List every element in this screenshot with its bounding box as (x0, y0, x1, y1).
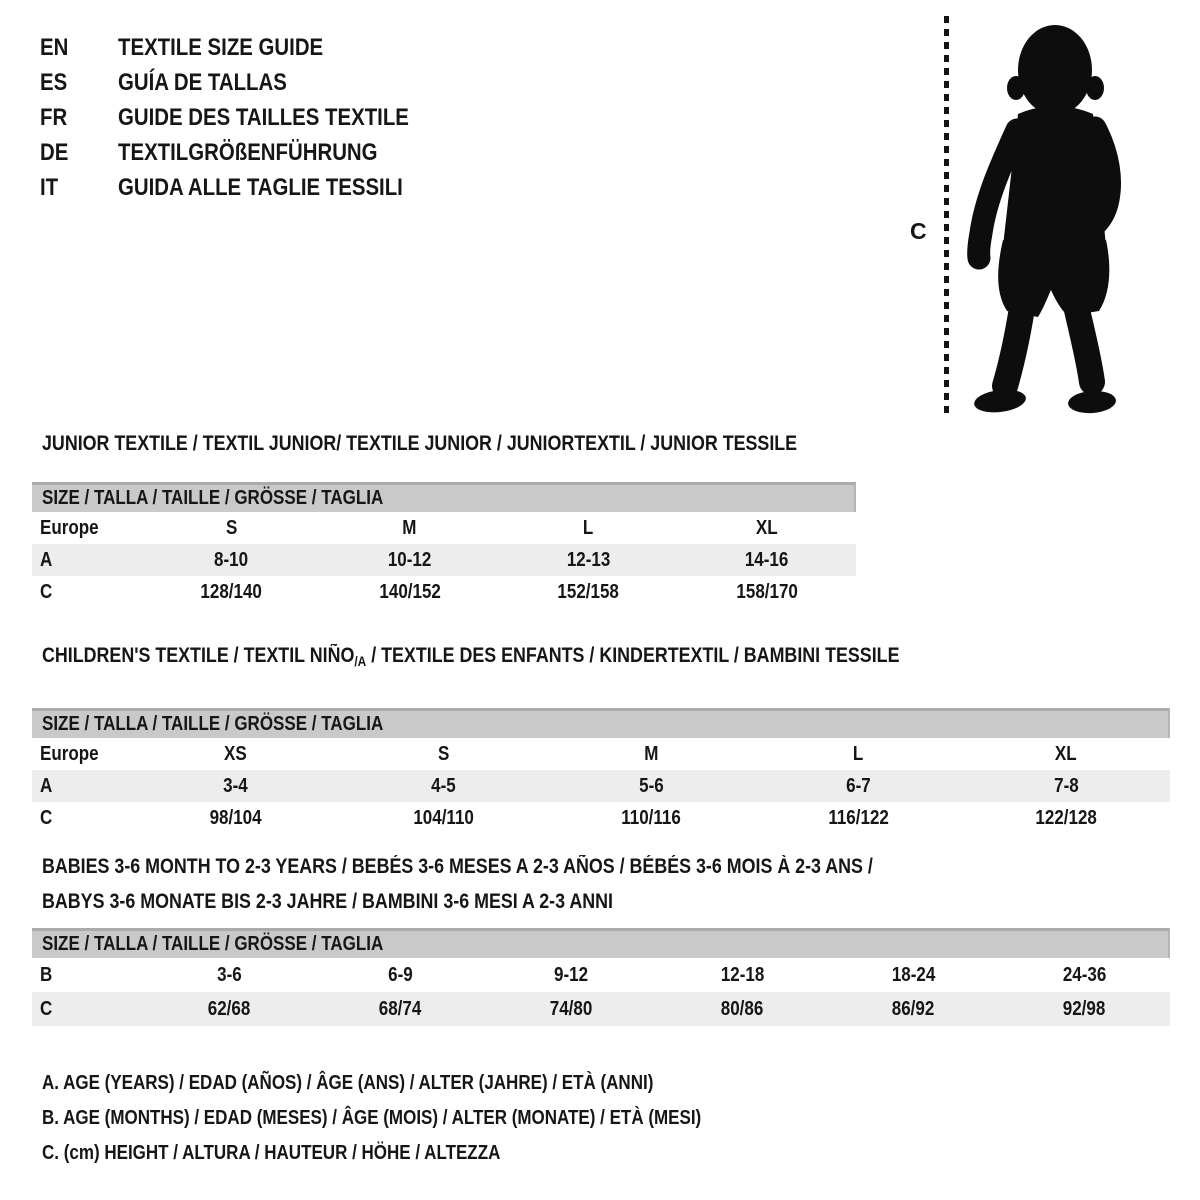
language-title: GUIDA ALLE TAGLIE TESSILI (118, 174, 403, 201)
language-row-it (40, 170, 460, 205)
value-cell: 128/140 (200, 580, 262, 603)
size-bar-label: SIZE / TALLA / TAILLE / GRÖSSE / TAGLIA (42, 487, 384, 509)
value-cell: 110/116 (621, 806, 681, 829)
height-measure-label: C (910, 218, 927, 244)
language-row-de (40, 135, 460, 170)
value-cell: 3-6 (217, 963, 242, 986)
value-cell: 6-7 (846, 774, 871, 797)
language-code: DE (40, 139, 69, 166)
size-cell: M (402, 516, 417, 539)
value-cell: 92/98 (1063, 997, 1106, 1020)
babies-size-table (32, 928, 1170, 1026)
children-section-title (42, 643, 1051, 670)
value-cell: 98/104 (209, 806, 262, 829)
size-bar-label: SIZE / TALLA / TAILLE / GRÖSSE / TAGLIA (42, 713, 384, 735)
size-cell: XL (755, 516, 778, 539)
value-cell: 158/170 (736, 580, 798, 603)
language-title: TEXTILE SIZE GUIDE (118, 34, 324, 61)
children-size-bar (32, 708, 1170, 738)
value-cell: 80/86 (721, 997, 764, 1020)
size-cell: S (225, 516, 237, 539)
row-label: C (40, 806, 53, 829)
language-code: FR (40, 104, 68, 131)
value-cell: 12-18 (720, 963, 765, 986)
value-cell: 10-12 (388, 548, 432, 571)
table-row (32, 958, 1170, 992)
language-code: IT (40, 174, 59, 201)
children-title-prefix: CHILDREN'S TEXTILE / TEXTIL NIÑO (42, 644, 355, 667)
language-title: GUIDE DES TAILLES TEXTILE (118, 104, 409, 131)
value-cell: 5-6 (638, 774, 664, 797)
legend-line-b: B. AGE (MONTHS) / EDAD (MESES) / ÂGE (MOIS) / ALTER (MONATE) / ETÀ (MESI) (42, 1107, 702, 1129)
value-cell: 116/122 (828, 806, 889, 829)
language-row-fr (40, 100, 460, 135)
children-title-sub: /A (354, 653, 367, 669)
row-label: C (40, 580, 53, 603)
value-cell: 104/110 (413, 806, 474, 829)
language-code: ES (40, 69, 68, 96)
table-row (32, 544, 856, 576)
table-row (32, 576, 856, 608)
table-row (32, 512, 856, 544)
value-cell: 7-8 (1053, 774, 1079, 797)
language-title: GUÍA DE TALLAS (118, 69, 287, 96)
language-title: TEXTILGRÖßENFÜHRUNG (118, 139, 378, 166)
toddler-silhouette-icon (958, 18, 1148, 418)
table-row (32, 992, 1170, 1026)
legend-line-a: A. AGE (YEARS) / EDAD (AÑOS) / ÂGE (ANS) / ALTER (JAHRE) / ETÀ (ANNI) (42, 1072, 654, 1094)
value-cell: 6-9 (388, 963, 413, 986)
size-cell: L (583, 516, 594, 539)
row-label: Europe (40, 742, 99, 765)
babies-size-bar (32, 928, 1170, 958)
value-cell: 74/80 (550, 997, 593, 1020)
value-cell: 4-5 (431, 774, 456, 797)
row-label: C (40, 997, 53, 1020)
size-cell: XL (1055, 742, 1078, 765)
junior-size-table (32, 482, 856, 608)
table-row (32, 802, 1170, 834)
language-title-list (40, 30, 460, 205)
row-label: B (40, 963, 53, 986)
language-code: EN (40, 34, 69, 61)
row-label: Europe (40, 516, 99, 539)
junior-section-title (42, 431, 930, 457)
value-cell: 3-4 (223, 774, 249, 797)
size-cell: S (437, 742, 450, 765)
size-cell: L (853, 742, 864, 765)
junior-section-title-text: JUNIOR TEXTILE / TEXTIL JUNIOR/ TEXTILE JUNIOR / JUNIORTEXTIL / JUNIOR TESSILE (42, 432, 798, 455)
size-cell: XS (224, 742, 248, 765)
children-title-suffix: / TEXTILE DES ENFANTS / KINDERTEXTIL / BAMBINI TESSILE (366, 644, 900, 667)
row-label: A (40, 774, 53, 797)
value-cell: 14-16 (745, 548, 789, 571)
value-cell: 122/128 (1035, 806, 1097, 829)
junior-size-bar (32, 482, 856, 512)
legend-line-c: C. (cm) HEIGHT / ALTURA / HAUTEUR / HÖHE / ALTEZZA (42, 1142, 501, 1164)
value-cell: 18-24 (891, 963, 936, 986)
legend (42, 1066, 818, 1171)
children-section-title-text (42, 643, 899, 670)
value-cell: 140/152 (379, 580, 441, 603)
language-row-en (40, 30, 460, 65)
value-cell: 68/74 (379, 997, 422, 1020)
row-label: A (40, 548, 53, 571)
language-row-es (40, 65, 460, 100)
value-cell: 62/68 (208, 997, 251, 1020)
value-cell: 9-12 (554, 963, 589, 986)
height-measure-dashed-line (944, 16, 949, 418)
table-row (32, 738, 1170, 770)
value-cell: 24-36 (1062, 963, 1107, 986)
babies-title-line1: BABIES 3-6 MONTH TO 2-3 YEARS / BEBÉS 3-6 MESES A 2-3 AÑOS / BÉBÉS 3-6 MOIS À 2-3 ANS / (42, 855, 873, 878)
size-bar-label: SIZE / TALLA / TAILLE / GRÖSSE / TAGLIA (42, 933, 384, 955)
size-cell: M (643, 742, 659, 765)
babies-title-line2: BABYS 3-6 MONATE BIS 2-3 JAHRE / BAMBINI 3-6 MESI A 2-3 ANNI (42, 890, 613, 913)
table-row (32, 770, 1170, 802)
value-cell: 8-10 (214, 548, 249, 571)
value-cell: 12-13 (566, 548, 610, 571)
babies-section-title (42, 849, 1020, 919)
value-cell: 86/92 (892, 997, 935, 1020)
children-size-table (32, 708, 1170, 834)
value-cell: 152/158 (557, 580, 619, 603)
